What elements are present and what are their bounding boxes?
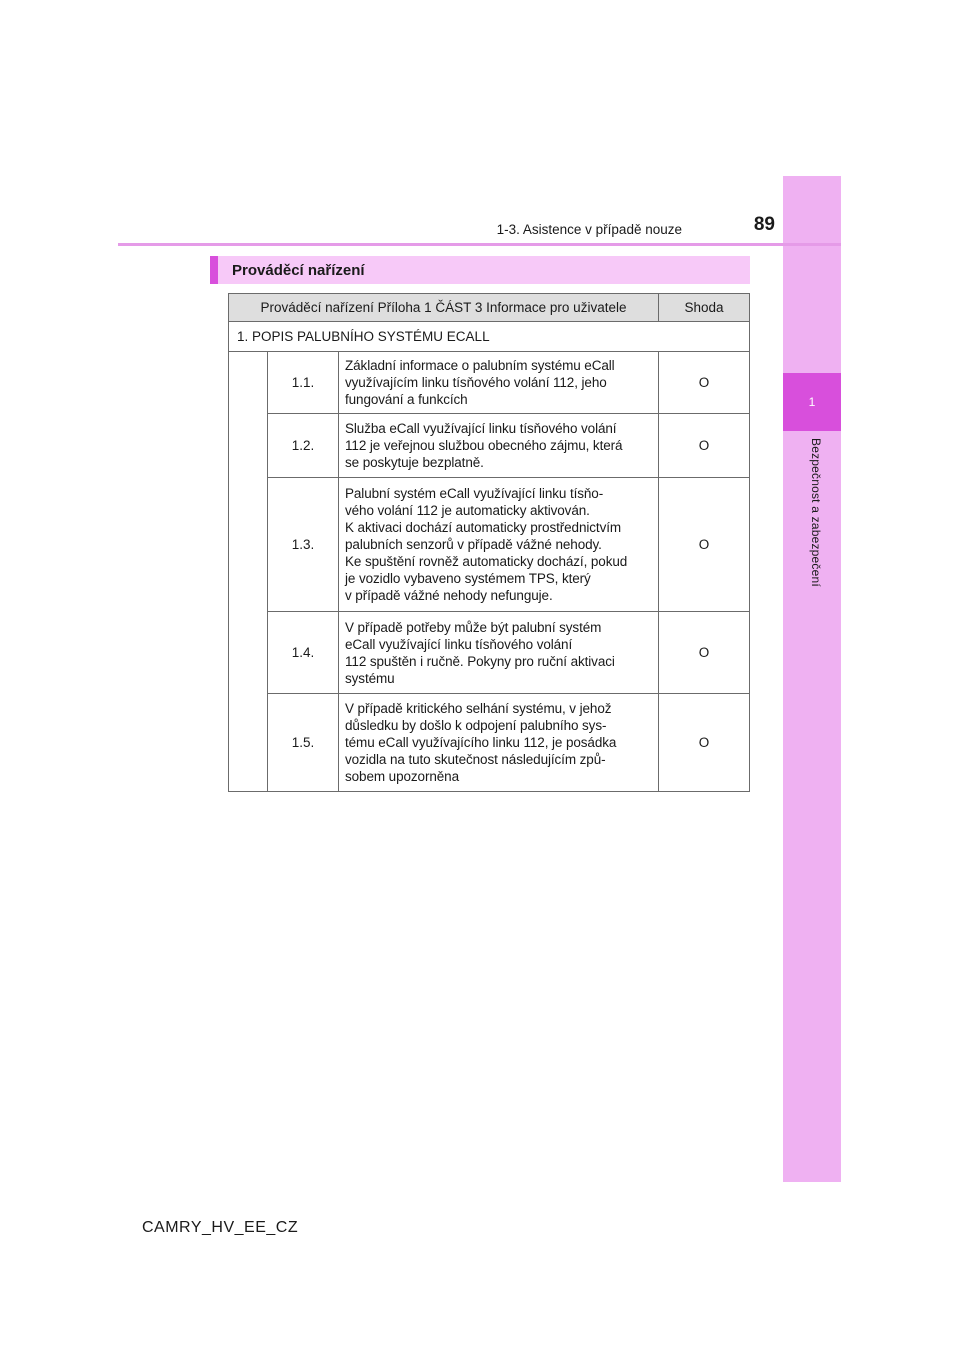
item-text-line: systému [345, 670, 395, 686]
item-shoda: O [659, 612, 750, 694]
item-text-line: je vozidlo vybaveno systémem TPS, který [345, 571, 591, 586]
item-text [339, 478, 659, 612]
indent-cell [229, 352, 268, 792]
item-number: 1.1. [268, 352, 339, 414]
page-number: 89 [753, 214, 775, 235]
item-number: 1.5. [268, 694, 339, 792]
section-label: 1. POPIS PALUBNÍHO SYSTÉMU ECALL [229, 322, 750, 352]
item-shoda: O [659, 478, 750, 612]
header-divider [118, 243, 841, 246]
header-shoda: Shoda [659, 294, 750, 322]
table-header-row [229, 294, 750, 322]
item-text [339, 612, 659, 694]
item-text-line: fungování a funkcích [345, 392, 468, 407]
section-accent [210, 256, 218, 284]
item-text-line: V případě kritického selhání systému, v jehož [345, 701, 612, 716]
item-text-line: Služba eCall využívající linku tísňového volání [345, 421, 617, 436]
section-title: Prováděcí nařízení [232, 261, 365, 279]
item-number: 1.4. [268, 612, 339, 694]
regulation-table [228, 293, 750, 792]
item-text-line: sobem upozorněna [345, 769, 459, 784]
item-text-line: vozidla na tuto skutečnost následujícím způ- [345, 752, 606, 767]
chapter-tab[interactable] [783, 373, 841, 431]
item-shoda: O [659, 414, 750, 478]
table-row [229, 612, 750, 694]
item-shoda: O [659, 694, 750, 792]
item-text-line: palubních senzorů v případě vážné nehody. [345, 537, 602, 552]
item-text-line: vého volání 112 je automaticky aktivován. [345, 503, 590, 518]
item-number: 1.2. [268, 414, 339, 478]
table-row [229, 414, 750, 478]
item-text-line: v případě vážné nehody nefunguje. [345, 588, 553, 603]
item-text-line: eCall využívající linku tísňového volání [345, 636, 573, 652]
item-text-line: Základní informace o palubním systému eCall [345, 358, 615, 373]
table-row [229, 478, 750, 612]
header-main: Prováděcí nařízení Příloha 1 ČÁST 3 Informace pro uživatele [229, 294, 659, 322]
item-text [339, 414, 659, 478]
item-text-line: využívajícím linku tísňového volání 112, jeho [345, 375, 607, 390]
item-text-line: 112 je veřejnou službou obecného zájmu, která [345, 438, 623, 453]
item-number: 1.3. [268, 478, 339, 612]
item-text-line: tému eCall využívajícího linku 112, je posádka [345, 735, 617, 750]
model-code: CAMRY_HV_EE_CZ [142, 1219, 299, 1236]
chapter-number: 1 [808, 395, 816, 409]
item-text-line: Ke spuštění rovněž automaticky dochází, pokud [345, 554, 628, 569]
table-section-row [229, 322, 750, 352]
item-text [339, 352, 659, 414]
item-text [339, 694, 659, 792]
item-text-line: Palubní systém eCall využívající linku tísňo- [345, 486, 604, 501]
table-row [229, 694, 750, 792]
item-shoda: O [659, 352, 750, 414]
side-band [783, 176, 841, 1182]
item-text-line: 112 spuštěn i ručně. Pokyny pro ruční aktivaci [345, 653, 615, 669]
item-text-line: důsledku by došlo k odpojení palubního sys- [345, 718, 607, 733]
item-text-line: se poskytuje bezplatně. [345, 455, 484, 470]
header-title: 1-3. Asistence v případě nouze [496, 222, 682, 237]
item-text-line: K aktivaci dochází automaticky prostřednictvím [345, 520, 622, 535]
chapter-label: Bezpečnost a zabezpečení [809, 438, 823, 587]
section-heading-bar [210, 256, 750, 284]
item-text-line: V případě potřeby může být palubní systém [345, 619, 602, 635]
table-row [229, 352, 750, 414]
